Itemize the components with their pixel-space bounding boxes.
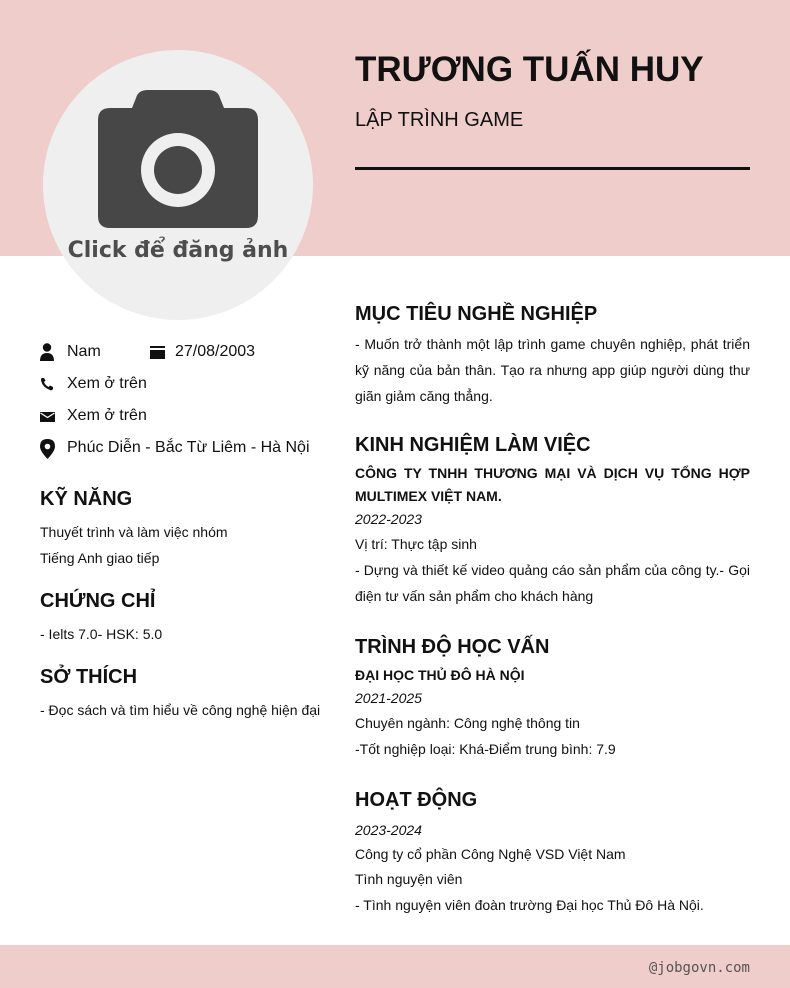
- birthday-value: 27/08/2003: [175, 343, 256, 360]
- mail-icon: [40, 407, 56, 425]
- footer-band: [0, 945, 790, 988]
- gender-value: Nam: [67, 343, 101, 360]
- activities-organization: Công ty cổ phần Công Nghệ VSD Việt Nam: [355, 846, 626, 862]
- birthday-row: [150, 343, 255, 361]
- profile-photo-upload[interactable]: [43, 50, 313, 320]
- skill-item: Thuyết trình và làm việc nhóm: [40, 524, 228, 540]
- certificates-heading: CHỨNG CHỈ: [40, 590, 156, 612]
- education-period: 2021-2025: [355, 690, 422, 706]
- education-heading: TRÌNH ĐỘ HỌC VẤN: [355, 636, 550, 658]
- title-divider: [355, 167, 750, 170]
- photo-caption[interactable]: Click để đăng ảnh: [67, 238, 289, 263]
- gender-row: [40, 343, 101, 361]
- school-name: ĐẠI HỌC THỦ ĐÔ HÀ NỘI: [355, 667, 525, 683]
- job-title: LẬP TRÌNH GAME: [355, 109, 524, 131]
- hobby-item: - Đọc sách và tìm hiểu về công nghệ hiện đại: [40, 702, 321, 718]
- education-section: [355, 636, 750, 762]
- location-pin-icon: [40, 439, 56, 457]
- experience-period: 2022-2023: [355, 511, 422, 527]
- camera-icon: [98, 90, 258, 230]
- candidate-name: TRƯƠNG TUẤN HUY: [355, 50, 704, 89]
- email-value: Xem ở trên: [67, 407, 147, 424]
- experience-position: Vị trí: Thực tập sinh: [355, 536, 477, 552]
- phone-value: Xem ở trên: [67, 375, 147, 392]
- activities-period: 2023-2024: [355, 822, 422, 838]
- person-icon: [40, 343, 56, 361]
- objective-section: [355, 303, 750, 409]
- activities-role: Tình nguyện viên: [355, 871, 463, 887]
- phone-row: [40, 375, 147, 393]
- skill-item: Tiếng Anh giao tiếp: [40, 550, 160, 566]
- objective-text: - Muốn trở thành một lập trình game chuyên nghiệp, phát triển kỹ năng của bản thân. Tạo ra nhưng app giúp người dùng thư giãn giảm căng thẳng.: [355, 336, 750, 404]
- education-major: Chuyên ngành: Công nghệ thông tin: [355, 715, 580, 731]
- company-name: CÔNG TY TNHH THƯƠNG MẠI VÀ DỊCH VỤ TỔNG HỢP MULTIMEX VIỆT NAM.: [355, 465, 750, 504]
- activities-heading: HOẠT ĐỘNG: [355, 789, 478, 811]
- activities-section: [355, 789, 750, 919]
- calendar-icon: [150, 343, 166, 361]
- certificate-item: - Ielts 7.0- HSK: 5.0: [40, 626, 163, 642]
- education-grade: -Tốt nghiệp loại: Khá-Điểm trung bình: 7.9: [355, 741, 616, 757]
- address-value: Phúc Diễn - Bắc Từ Liêm - Hà Nội: [67, 439, 310, 456]
- experience-section: [355, 434, 750, 609]
- experience-description: - Dựng và thiết kế video quảng cáo sản phẩm của công ty.- Gọi điện tư vấn sản phẩm cho khách hàng: [355, 562, 750, 604]
- phone-icon: [40, 375, 56, 393]
- hobbies-heading: SỞ THÍCH: [40, 666, 138, 688]
- email-row: [40, 407, 147, 425]
- skills-heading: KỸ NĂNG: [40, 488, 133, 510]
- objective-heading: MỤC TIÊU NGHỀ NGHIỆP: [355, 303, 598, 325]
- address-row: [40, 439, 310, 457]
- footer-brand: @jobgovn.com: [648, 960, 750, 976]
- experience-heading: KINH NGHIỆM LÀM VIỆC: [355, 434, 591, 456]
- activities-description: - Tình nguyện viên đoàn trường Đại học Thủ Đô Hà Nội.: [355, 897, 704, 913]
